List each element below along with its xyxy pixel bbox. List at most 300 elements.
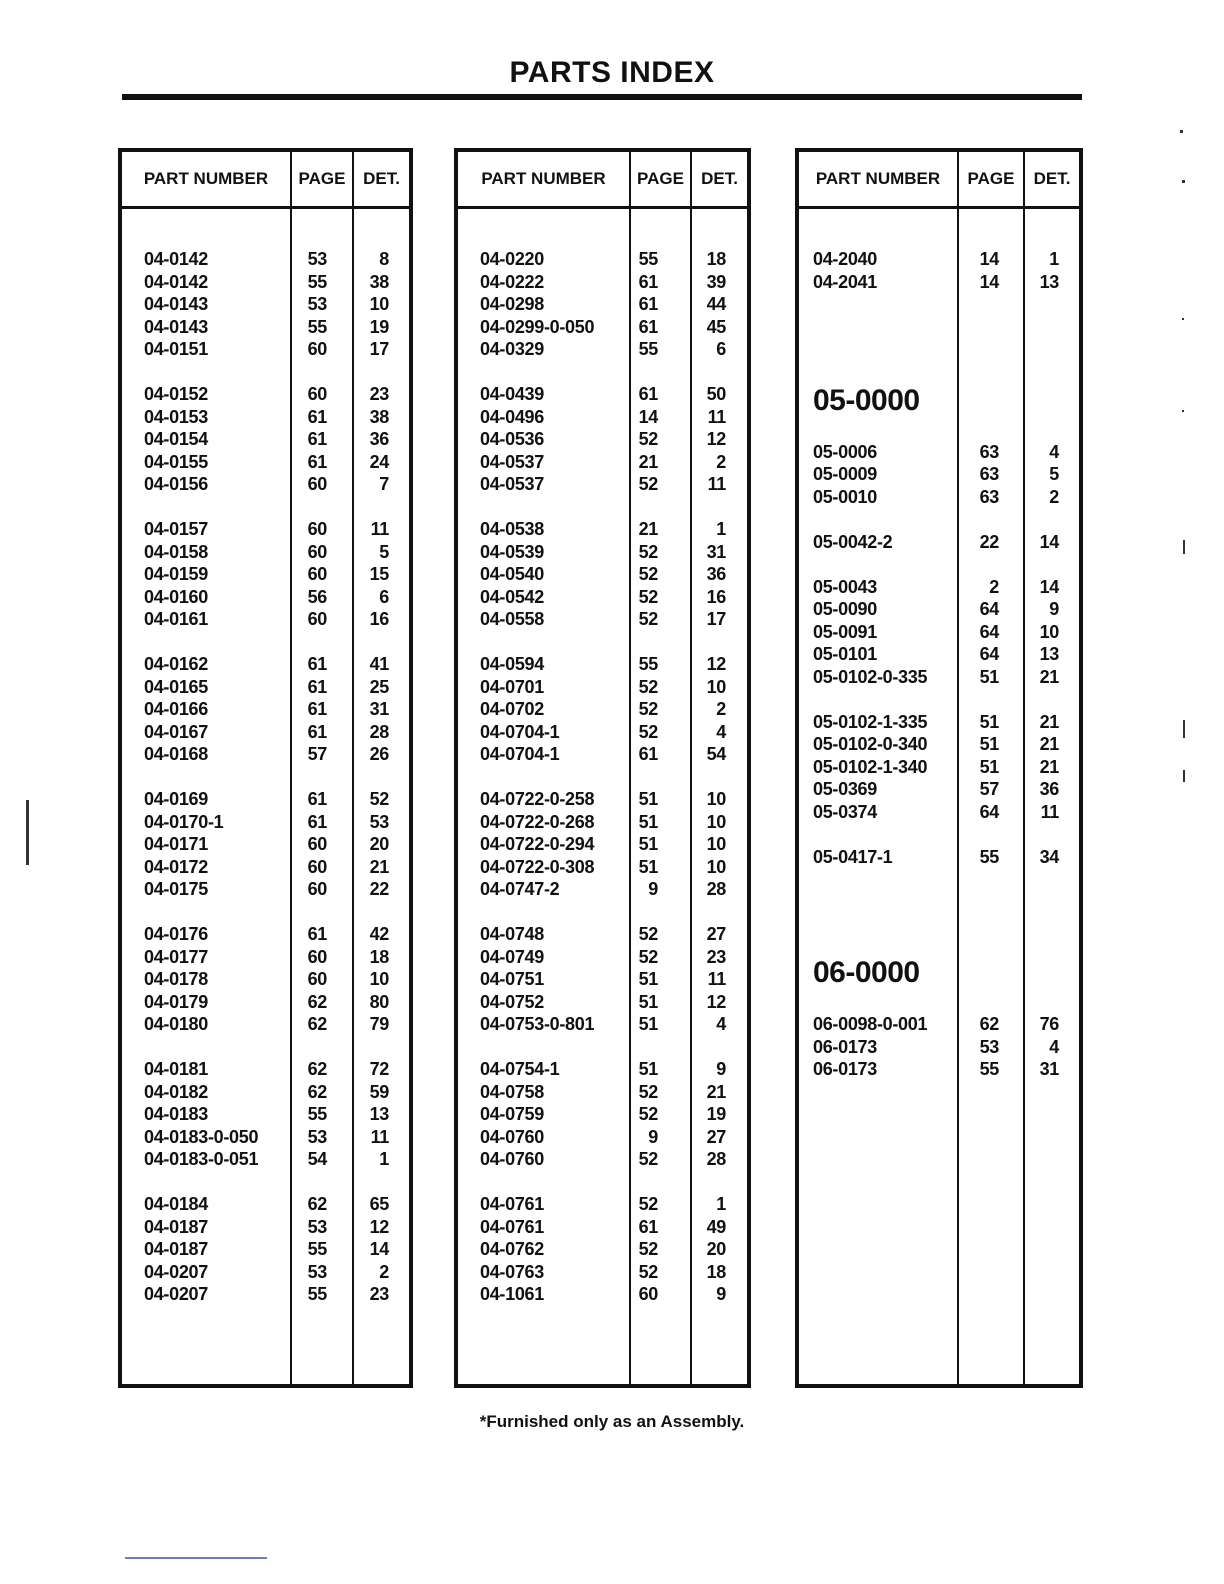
page-number: 60 — [307, 519, 327, 539]
scan-mark — [1182, 180, 1185, 183]
detail-number: 4 — [1049, 1036, 1059, 1057]
part-number: 04-0763 — [480, 1261, 544, 1282]
detail-number: 11 — [370, 519, 389, 539]
page-number: 60 — [307, 474, 327, 494]
table-row — [458, 1193, 747, 1215]
detail-number: 1 — [716, 1194, 726, 1214]
table-row — [122, 248, 409, 270]
detail-number: 18 — [706, 249, 726, 269]
detail-number: 22 — [369, 879, 389, 899]
detail-number: 2 — [379, 1261, 389, 1282]
table-row — [458, 406, 747, 428]
table-row — [799, 486, 1079, 508]
part-number: 05-0043 — [813, 576, 877, 597]
part-number: 04-0704-1 — [480, 744, 560, 764]
page-number: 57 — [307, 744, 327, 764]
detail-number: 4 — [716, 1014, 726, 1034]
page-number: 2 — [989, 576, 999, 597]
detail-number: 28 — [369, 721, 389, 742]
scan-mark — [1183, 540, 1185, 554]
part-number: 04-0153 — [144, 406, 208, 427]
part-number: 04-0762 — [480, 1239, 544, 1259]
page-number: 52 — [638, 1239, 658, 1259]
detail-number: 11 — [707, 474, 726, 494]
page-number: 61 — [307, 406, 327, 427]
part-number: 04-0159 — [144, 564, 208, 584]
table-row — [122, 428, 409, 450]
table-row — [458, 473, 747, 495]
page-number: 51 — [638, 1059, 658, 1079]
page-number: 51 — [979, 734, 999, 754]
part-number: 04-0177 — [144, 946, 208, 967]
table-row — [458, 383, 747, 405]
detail-number: 23 — [369, 1284, 389, 1304]
page-number: 52 — [638, 609, 658, 629]
part-number: 04-0761 — [480, 1194, 544, 1214]
table-row — [458, 1283, 747, 1305]
detail-number: 49 — [706, 1216, 726, 1237]
table-row — [122, 1216, 409, 1238]
scan-mark — [1183, 770, 1185, 782]
page-number: 60 — [307, 541, 327, 562]
table-row — [458, 293, 747, 315]
table-row — [799, 576, 1079, 598]
table-row — [122, 676, 409, 698]
part-number: 04-0298 — [480, 294, 544, 314]
page-number: 53 — [307, 1261, 327, 1282]
table-row — [799, 463, 1079, 485]
detail-number: 12 — [706, 429, 726, 449]
page-number: 21 — [638, 451, 658, 472]
detail-number: 10 — [706, 676, 726, 697]
table-row — [122, 293, 409, 315]
header-det: DET. — [701, 169, 738, 188]
table-row — [458, 248, 747, 270]
table-row — [122, 586, 409, 608]
part-number: 04-0154 — [144, 429, 208, 449]
detail-number: 28 — [706, 1149, 726, 1169]
part-number: 04-2040 — [813, 249, 877, 269]
detail-number: 16 — [706, 586, 726, 607]
table-row — [122, 383, 409, 405]
part-number: 04-0702 — [480, 699, 544, 719]
part-number: 04-0222 — [480, 271, 544, 292]
detail-number: 36 — [1039, 779, 1059, 799]
detail-number: 25 — [369, 676, 389, 697]
header-page: PAGE — [637, 169, 684, 188]
table-row — [122, 878, 409, 900]
part-number: 04-0155 — [144, 451, 208, 472]
part-number: 04-0748 — [480, 924, 544, 944]
detail-number: 19 — [369, 316, 389, 337]
part-number: 04-0722-0-294 — [480, 834, 595, 854]
page-number: 61 — [638, 1216, 658, 1237]
table-row — [458, 563, 747, 585]
detail-number: 38 — [369, 271, 389, 292]
detail-number: 28 — [706, 879, 726, 899]
part-number: 04-1061 — [480, 1284, 544, 1304]
part-number: 04-0170-1 — [144, 811, 224, 832]
detail-number: 14 — [369, 1239, 389, 1259]
page-number: 60 — [307, 856, 327, 877]
page-number: 61 — [638, 316, 658, 337]
page-number: 53 — [307, 1216, 327, 1237]
table-row — [122, 1238, 409, 1260]
detail-number: 9 — [716, 1059, 726, 1079]
part-number: 05-0369 — [813, 779, 877, 799]
part-number: 04-0169 — [144, 789, 208, 809]
page-number: 55 — [307, 1239, 327, 1259]
detail-number: 6 — [716, 339, 726, 359]
table-row — [122, 833, 409, 855]
detail-number: 21 — [369, 856, 389, 877]
page-number: 60 — [307, 384, 327, 404]
table-row — [458, 721, 747, 743]
section-heading: 05-0000 — [813, 383, 920, 417]
detail-number: 13 — [369, 1104, 389, 1124]
page-number: 61 — [307, 654, 327, 674]
part-number: 04-0558 — [480, 609, 544, 629]
detail-number: 2 — [716, 451, 726, 472]
detail-number: 42 — [369, 924, 389, 944]
part-number: 04-0537 — [480, 451, 544, 472]
part-number: 05-0042-2 — [813, 531, 893, 552]
table-row — [122, 271, 409, 293]
part-number: 04-0758 — [480, 1081, 544, 1102]
part-number: 04-0152 — [144, 384, 208, 404]
detail-number: 7 — [379, 474, 389, 494]
detail-number: 23 — [369, 384, 389, 404]
detail-number: 5 — [379, 541, 389, 562]
page-number: 53 — [979, 1036, 999, 1057]
page-number: 55 — [638, 249, 658, 269]
detail-number: 12 — [706, 654, 726, 674]
detail-number: 59 — [369, 1081, 389, 1102]
detail-number: 13 — [1039, 644, 1059, 664]
part-number: 04-0751 — [480, 969, 544, 989]
detail-number: 6 — [379, 586, 389, 607]
part-number: 04-0220 — [480, 249, 544, 269]
part-number: 04-0537 — [480, 474, 544, 494]
table-row — [458, 316, 747, 338]
part-number: 04-0760 — [480, 1126, 544, 1147]
table-row — [122, 923, 409, 945]
part-number: 04-0183-0-051 — [144, 1149, 259, 1169]
table-row — [458, 1126, 747, 1148]
detail-number: 10 — [369, 969, 389, 989]
parts-table-3 — [795, 148, 1083, 1388]
detail-number: 12 — [706, 991, 726, 1012]
detail-number: 21 — [1039, 666, 1059, 687]
table-row — [458, 878, 747, 900]
table-row — [122, 788, 409, 810]
page-number: 52 — [638, 676, 658, 697]
detail-number: 36 — [706, 564, 726, 584]
part-number: 04-0158 — [144, 541, 208, 562]
detail-number: 45 — [706, 316, 726, 337]
header-part-number: PART NUMBER — [815, 169, 941, 188]
detail-number: 10 — [706, 856, 726, 877]
page-number: 55 — [307, 271, 327, 292]
page-number: 55 — [638, 339, 658, 359]
page-number: 61 — [307, 721, 327, 742]
detail-number: 11 — [370, 1126, 389, 1147]
part-number: 04-2041 — [813, 271, 877, 292]
table-row — [122, 1081, 409, 1103]
page-number: 61 — [638, 384, 658, 404]
detail-number: 76 — [1039, 1014, 1059, 1034]
scan-mark — [26, 800, 29, 865]
page-number: 51 — [979, 711, 999, 732]
detail-number: 4 — [1049, 441, 1059, 462]
part-number: 05-0102-1-340 — [813, 756, 928, 777]
page-number: 52 — [638, 721, 658, 742]
table-row — [799, 711, 1079, 733]
detail-number: 53 — [369, 811, 389, 832]
page-number: 52 — [638, 1194, 658, 1214]
page-number: 14 — [979, 249, 999, 269]
table-row — [458, 676, 747, 698]
page-number: 9 — [648, 1126, 658, 1147]
detail-number: 36 — [369, 429, 389, 449]
detail-number: 10 — [369, 294, 389, 314]
page-number: 51 — [638, 969, 658, 989]
table-row — [458, 1261, 747, 1283]
detail-number: 65 — [369, 1194, 389, 1214]
table-row — [122, 1013, 409, 1035]
table-row — [458, 338, 747, 360]
page-number: 55 — [638, 654, 658, 674]
part-number: 04-0178 — [144, 969, 208, 989]
header-part-number: PART NUMBER — [481, 169, 606, 188]
page-number: 60 — [307, 609, 327, 629]
page-number: 52 — [638, 586, 658, 607]
table-row — [122, 698, 409, 720]
scan-mark — [1182, 318, 1184, 320]
table-row — [458, 1081, 747, 1103]
page-number: 9 — [648, 879, 658, 899]
table-row — [122, 316, 409, 338]
part-number: 04-0704-1 — [480, 721, 560, 742]
table-row — [458, 586, 747, 608]
table-row — [458, 833, 747, 855]
page-number: 53 — [307, 249, 327, 269]
table-row — [122, 1148, 409, 1170]
part-number: 06-0173 — [813, 1036, 877, 1057]
part-number: 04-0749 — [480, 946, 544, 967]
page-number: 55 — [307, 1104, 327, 1124]
header-page: PAGE — [298, 169, 346, 188]
part-number: 04-0722-0-308 — [480, 856, 595, 877]
page-number: 60 — [307, 969, 327, 989]
page-number: 52 — [638, 1081, 658, 1102]
table-row — [122, 518, 409, 540]
detail-number: 9 — [716, 1284, 726, 1304]
part-number: 04-0207 — [144, 1261, 208, 1282]
part-number: 04-0761 — [480, 1216, 544, 1237]
page-number: 52 — [638, 541, 658, 562]
part-number: 04-0594 — [480, 654, 544, 674]
part-number: 04-0496 — [480, 406, 544, 427]
page-number: 61 — [307, 699, 327, 719]
detail-number: 10 — [1039, 621, 1059, 642]
detail-number: 21 — [1039, 734, 1059, 754]
part-number: 04-0166 — [144, 699, 208, 719]
table-row — [458, 788, 747, 810]
page-number: 63 — [979, 464, 999, 484]
page-number: 62 — [307, 991, 327, 1012]
part-number: 04-0151 — [144, 339, 208, 359]
scan-mark — [1182, 410, 1184, 412]
page-number: 62 — [307, 1081, 327, 1102]
table-row — [122, 743, 409, 765]
page-number: 51 — [638, 1014, 658, 1034]
part-number: 04-0172 — [144, 856, 208, 877]
page-number: 60 — [307, 564, 327, 584]
part-number: 04-0165 — [144, 676, 208, 697]
table-row — [122, 1058, 409, 1080]
bottom-line — [125, 1557, 267, 1559]
title-rule — [122, 94, 1082, 100]
page-number: 51 — [638, 811, 658, 832]
table-row — [458, 653, 747, 675]
detail-number: 2 — [716, 699, 726, 719]
detail-number: 17 — [369, 339, 389, 359]
table-row — [122, 451, 409, 473]
page-number: 21 — [638, 519, 658, 539]
page-number: 52 — [638, 924, 658, 944]
part-number: 04-0183 — [144, 1104, 208, 1124]
table-row — [799, 271, 1079, 293]
table-row — [458, 1103, 747, 1125]
parts-table-1 — [118, 148, 413, 1388]
table-row — [799, 643, 1079, 665]
table-row — [799, 801, 1079, 823]
page-number: 52 — [638, 429, 658, 449]
part-number: 04-0160 — [144, 586, 208, 607]
footnote: *Furnished only as an Assembly. — [479, 1412, 745, 1431]
part-number: 05-0090 — [813, 599, 877, 619]
part-number: 05-0006 — [813, 441, 877, 462]
page-title: PARTS INDEX — [509, 56, 715, 89]
page-number: 51 — [638, 789, 658, 809]
table-row — [458, 451, 747, 473]
detail-number: 31 — [1039, 1059, 1059, 1079]
table-row — [458, 968, 747, 990]
part-number: 05-0102-0-340 — [813, 734, 928, 754]
page-number: 61 — [307, 924, 327, 944]
part-number: 04-0167 — [144, 721, 208, 742]
detail-number: 2 — [1049, 486, 1059, 507]
table-row — [458, 698, 747, 720]
page-number: 54 — [307, 1149, 327, 1169]
parts-table-2 — [454, 148, 751, 1388]
header-part-number: PART NUMBER — [143, 169, 269, 188]
scan-mark — [1183, 720, 1185, 738]
part-number: 04-0168 — [144, 744, 208, 764]
page-number: 53 — [307, 294, 327, 314]
table-row — [458, 743, 747, 765]
detail-number: 11 — [1040, 801, 1059, 822]
header-page: PAGE — [967, 169, 1015, 188]
page-number: 51 — [638, 991, 658, 1012]
page-number: 61 — [307, 451, 327, 472]
part-number: 04-0187 — [144, 1216, 208, 1237]
part-number: 05-0102-1-335 — [813, 711, 928, 732]
part-number: 04-0722-0-258 — [480, 789, 595, 809]
table-row — [799, 441, 1079, 463]
table-row — [799, 248, 1079, 270]
table-row — [458, 1013, 747, 1035]
detail-number: 1 — [379, 1149, 389, 1169]
table-row — [122, 991, 409, 1013]
detail-number: 14 — [1039, 576, 1059, 597]
part-number: 04-0181 — [144, 1059, 208, 1079]
table-row — [799, 756, 1079, 778]
detail-number: 13 — [1039, 271, 1059, 292]
detail-number: 26 — [369, 744, 389, 764]
page-number: 60 — [307, 834, 327, 854]
detail-number: 12 — [369, 1216, 389, 1237]
detail-number: 52 — [369, 789, 389, 809]
table-row — [458, 428, 747, 450]
part-number: 04-0753-0-801 — [480, 1014, 595, 1034]
detail-number: 10 — [706, 811, 726, 832]
part-number: 05-0417-1 — [813, 846, 893, 867]
page-number: 51 — [638, 856, 658, 877]
part-number: 04-0207 — [144, 1284, 208, 1304]
page-number: 64 — [979, 644, 999, 664]
part-number: 04-0184 — [144, 1194, 208, 1214]
part-number: 04-0162 — [144, 654, 208, 674]
detail-number: 5 — [1049, 464, 1059, 484]
detail-number: 4 — [716, 721, 726, 742]
table-row — [122, 1193, 409, 1215]
table-row — [122, 563, 409, 585]
table-row — [799, 733, 1079, 755]
page-number: 61 — [307, 789, 327, 809]
table-row — [122, 1283, 409, 1305]
table-row — [458, 1238, 747, 1260]
part-number: 04-0542 — [480, 586, 544, 607]
part-number: 06-0098-0-001 — [813, 1014, 928, 1034]
table-row — [122, 968, 409, 990]
part-number: 04-0156 — [144, 474, 208, 494]
part-number: 05-0091 — [813, 621, 877, 642]
header-det: DET. — [363, 169, 400, 188]
page-number: 62 — [307, 1059, 327, 1079]
page-number: 52 — [638, 946, 658, 967]
part-number: 04-0175 — [144, 879, 208, 899]
part-number: 04-0439 — [480, 384, 544, 404]
part-number: 04-0176 — [144, 924, 208, 944]
detail-number: 21 — [706, 1081, 726, 1102]
table-row — [122, 946, 409, 968]
table-row — [799, 846, 1079, 868]
page-number: 62 — [307, 1014, 327, 1034]
page-number: 22 — [979, 531, 999, 552]
table-row — [458, 923, 747, 945]
table-row — [122, 653, 409, 675]
table-row — [122, 1261, 409, 1283]
page-number: 52 — [638, 474, 658, 494]
table-row — [799, 1013, 1079, 1035]
header-det: DET. — [1033, 169, 1071, 188]
page-number: 60 — [307, 339, 327, 359]
page-number: 52 — [638, 564, 658, 584]
page-number: 55 — [979, 846, 999, 867]
page-number: 55 — [979, 1059, 999, 1079]
